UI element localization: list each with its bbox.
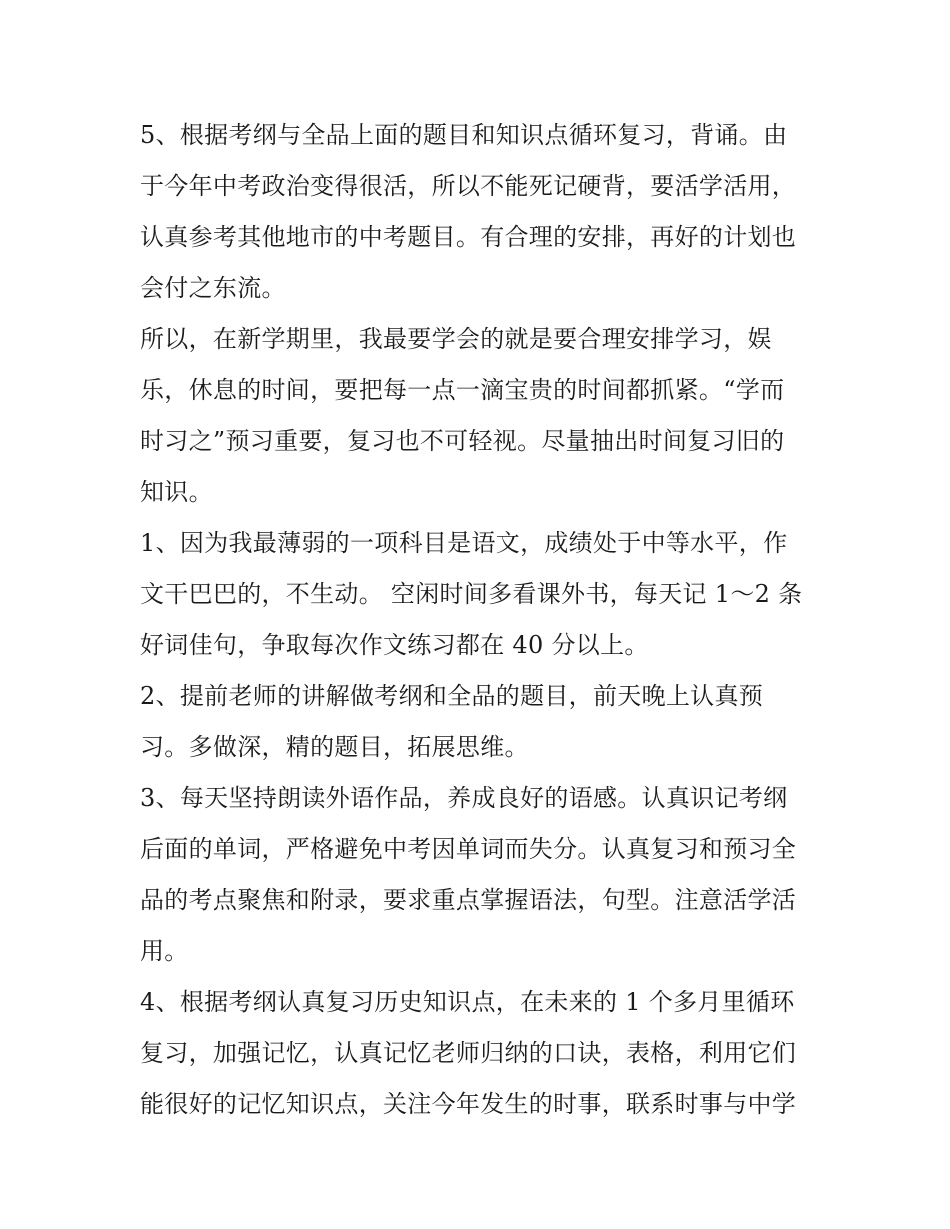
paragraph-item-5-review [140, 110, 815, 314]
text-line: 用。 [140, 937, 189, 965]
text-line: 4、根据考纲认真复习历史知识点，在未来的 1 个多月里循环 [140, 988, 795, 1016]
paragraph-item-3-english [140, 773, 815, 977]
text-line: 文干巴巴的，不生动。 空闲时间多看课外书，每天记 1～2 条 [140, 580, 803, 608]
text-line: 2、提前老师的讲解做考纲和全品的题目，前天晚上认真预 [140, 682, 764, 710]
paragraph-item-4-history [140, 977, 815, 1130]
text-line: 会付之东流。 [140, 274, 286, 302]
text-line: 于今年中考政治变得很活，所以不能死记硬背，要活学活用， [140, 172, 797, 200]
paragraph-summary [140, 314, 815, 518]
text-line: 1、因为我最薄弱的一项科目是语文，成绩处于中等水平，作 [140, 529, 788, 557]
text-line: 时习之”预习重要，复习也不可轻视。尽量抽出时间复习旧的 [140, 427, 785, 455]
text-line: 复习，加强记忆，认真记忆老师归纳的口诀，表格，利用它们 [140, 1039, 797, 1067]
document-body [140, 110, 815, 1130]
paragraph-item-2-preview [140, 671, 815, 773]
text-line: 3、每天坚持朗读外语作品，养成良好的语感。认真识记考纲 [140, 784, 788, 812]
text-line: 好词佳句，争取每次作文练习都在 40 分以上。 [140, 631, 649, 659]
text-line: 能很好的记忆知识点，关注今年发生的时事，联系时事与中学 [140, 1090, 797, 1118]
text-line: 所以，在新学期里，我最要学会的就是要合理安排学习，娱 [140, 325, 772, 353]
text-line: 认真参考其他地市的中考题目。有合理的安排，再好的计划也 [140, 223, 797, 251]
text-line: 知识。 [140, 478, 213, 506]
text-line: 品的考点聚焦和附录，要求重点掌握语法，句型。注意活学活 [140, 886, 797, 914]
text-line: 乐，休息的时间，要把每一点一滴宝贵的时间都抓紧。“学而 [140, 376, 785, 404]
text-line: 后面的单词，严格避免中考因单词而失分。认真复习和预习全 [140, 835, 797, 863]
text-line: 习。多做深，精的题目，拓展思维。 [140, 733, 529, 761]
text-line: 5、根据考纲与全品上面的题目和知识点循环复习，背诵。由 [140, 121, 788, 149]
paragraph-item-1-chinese [140, 518, 815, 671]
